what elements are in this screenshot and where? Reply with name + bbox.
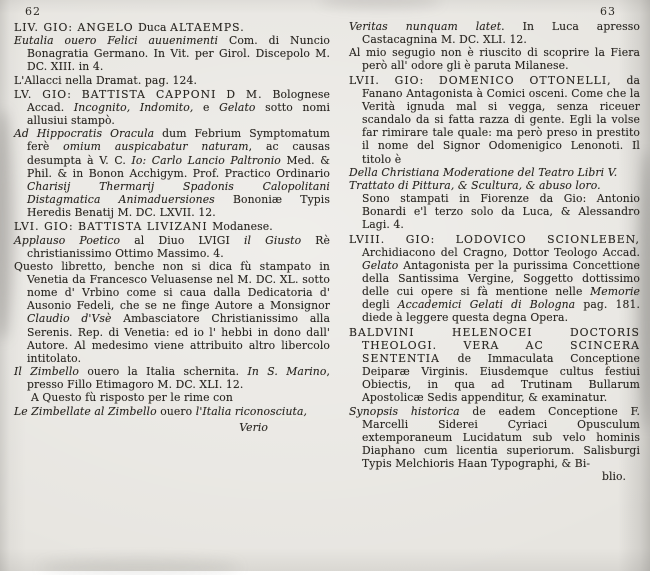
caps-text-segment: BALDVINI HELENOCEI DOCTORIS THEOLOGI. VERA AC SCINCERA SENTENTIA xyxy=(349,325,640,365)
caps-text-segment: LVIII. GIO: LODOVICO SCIONLEBEN, xyxy=(349,232,640,246)
italic-text-segment: In S. Marino xyxy=(247,365,327,379)
text-segment: pag. 181. diede à leggere questa degna Opera. xyxy=(362,298,640,325)
annotation-block xyxy=(349,192,640,231)
caps-text-segment: LVI. GIO: BATTISTA LIVIZANI xyxy=(14,220,213,234)
left-page-text xyxy=(14,21,330,434)
entry-heading-block xyxy=(14,220,330,233)
annotation-block xyxy=(14,260,330,365)
caps-text-segment: LVII. GIO: DOMENICO OTTONELLI, xyxy=(349,73,627,87)
italic-text-segment: omium auspicabatur naturam xyxy=(63,140,249,154)
text-segment: Bononiæ Typis Heredis Benatij M. DC. LXVII. 12. xyxy=(27,193,330,220)
two-column-layout xyxy=(14,5,640,483)
catchword xyxy=(349,470,640,483)
entry-heading-block xyxy=(14,21,330,34)
annotation-block xyxy=(349,20,640,46)
italic-text-segment: Trattato di Pittura, & Scultura, & abuso loro. xyxy=(349,178,601,192)
annotation-block xyxy=(349,46,640,72)
italic-text-segment: Le Zimbellate al Zimbello xyxy=(14,404,161,418)
caps-text-segment: LV. GIO: BATTISTA CAPPONI D M. xyxy=(14,87,273,101)
italic-text-segment: Applauso Poetico xyxy=(14,233,135,247)
right-page-text xyxy=(349,20,640,483)
text-segment: Al mio segugio non è riuscito di scoprire la Fiera però all' odore gli è paruta Milanese. xyxy=(349,46,640,73)
left-page-column xyxy=(14,5,330,483)
text-segment: sotto nomi allusiui stampò. xyxy=(27,100,330,128)
text-segment: ouero xyxy=(160,404,196,418)
text-segment: Archidiacono del Cragno, Dottor Teologo Accad. xyxy=(362,245,640,259)
text-segment: degli xyxy=(362,298,398,312)
text-segment: Com. di Nuncio Bonagratia Germano. In Vit. per Girol. Discepolo M. DC. XIII. in 4. xyxy=(27,34,330,74)
text-segment: ouero la Italia schernita. xyxy=(87,365,248,379)
text-segment: e xyxy=(203,100,220,114)
italic-text-segment: Il Zimbello xyxy=(14,365,88,379)
italic-text-segment: Della Christiana Moderatione del Teatro Libri V. xyxy=(349,165,618,179)
scan-artifact xyxy=(40,559,240,575)
text-segment: de eadem Conceptione F. Marcelli Siderei Cyriaci Opusculum extemporaneum Lucidatum sub velo hominis Diaphano cum licentia superiorum. Salisburgi Typis Melchioris Haan Typographi, & Bi- xyxy=(362,404,641,471)
caps-text-segment: ALTAEMPS. xyxy=(170,21,245,34)
italic-text-segment: Incognito, Indomito, xyxy=(73,100,204,114)
right-page-column xyxy=(349,5,640,483)
text-segment: da Fanano Antagonista à Comici osceni. Come che la Verità ignuda mal si vegga, senza riceuer scandalo da si fatta razza di gente. Egli la volse far rimirare tale quale: ma però preso in prestito il nome del Signor Odomenigico Lenonoti. Il titolo è xyxy=(362,73,640,166)
italic-text-segment: Charisij Thermarij Spadonis Calopolitani Distagmatica Animaduersiones xyxy=(27,179,330,207)
page-number-left: 62 xyxy=(25,5,41,18)
italic-text-segment: Eutalia ouero Felici auuenimenti xyxy=(14,34,229,48)
text-segment: Modanese. xyxy=(212,220,273,234)
italic-text-segment: l'Italia riconosciuta, xyxy=(195,404,308,418)
catchword xyxy=(14,421,330,434)
italic-text-segment: il Giusto xyxy=(243,233,316,247)
italic-text-segment: Gelato xyxy=(362,258,404,272)
entry-heading-block xyxy=(14,88,330,127)
text-segment: Rè christianissimo Ottimo Massimo. 4. xyxy=(27,233,330,260)
italic-text-segment: Memorie xyxy=(590,285,640,299)
text-segment: dum Febrium Symptomatum ferè xyxy=(27,127,330,154)
text-segment: . In Luca apresso Castacagnina M. DC. XLI. 12. xyxy=(362,20,640,47)
scan-artifact xyxy=(0,110,14,340)
annotation-block xyxy=(349,166,640,179)
italic-text-segment: Claudio d'Vsè xyxy=(27,312,124,326)
italic-text-segment: Gelato xyxy=(219,100,266,114)
text-segment: , presso Fillo Etimagoro M. DC. XLI. 12. xyxy=(27,365,330,392)
text-segment: Med. & Phil. & in Bonon Acchigym. Prof. Practico Ordinario xyxy=(27,153,331,180)
italic-text-segment: Io: Carlo Lancio Paltronio xyxy=(131,153,287,167)
text-segment: , ac causas desumpta à V. C. xyxy=(27,140,330,167)
annotation-block xyxy=(14,234,330,260)
text-segment: Bolognese Accad. xyxy=(27,87,330,114)
caps-text-segment: LIV. GIO: ANGELO xyxy=(14,21,139,34)
text-segment: Questo libretto, benche non si dica fù stampato in Venetia da Francesco Veluasense nel M. DC. XL. sotto nome d' Vrbino come si caua dalla Dedicatoria d' Ausonio Fedeli, che se ne finge Autore a Monsignor xyxy=(14,259,330,313)
annotation-block xyxy=(14,74,330,87)
annotation-block xyxy=(14,391,330,404)
annotation-block xyxy=(14,365,330,391)
italic-text-segment: Ad Hippocratis Oracula xyxy=(14,127,163,141)
text-segment: de Immaculata Conceptione Deiparæ Virginis. Eiusdemque cultus festiui Obiectis, in qua ad Trutinam Bullarum Apostolicæ Sedis appenditur, & examinatur. xyxy=(362,351,640,405)
text-segment: al Diuo LVIGI xyxy=(134,233,244,247)
italic-text-segment: Verio xyxy=(239,420,268,434)
entry-heading-block xyxy=(349,233,640,325)
italic-text-segment: Accademici Gelati di Bologna xyxy=(397,298,584,312)
text-segment: Duca xyxy=(138,21,171,34)
text-segment: A Questo fù risposto per le rime con xyxy=(31,391,233,405)
entry-heading-block xyxy=(349,326,640,405)
annotation-block xyxy=(14,127,330,219)
page-number-right: 63 xyxy=(600,5,616,18)
annotation-block xyxy=(14,405,330,418)
text-segment: Ambasciatore Christianissimo alla Serenis. Rep. di Venetia: ed io l' hebbi in dono dall' Autore. Al medesimo viene attribuito altro libercolo intitolato. xyxy=(27,312,330,365)
annotation-block xyxy=(14,34,330,73)
italic-text-segment: Veritas nunquam latet xyxy=(349,20,502,33)
text-segment: L'Allacci nella Dramat. pag. 124. xyxy=(14,73,197,87)
annotation-block xyxy=(349,179,640,192)
text-segment: Antagonista per la purissima Concettione della Santissima Vergine, Soggetto dottissimo delle cui opere si fà mentione nelle xyxy=(362,258,640,299)
italic-text-segment: Synopsis historica xyxy=(349,404,473,418)
entry-heading-block xyxy=(349,74,640,166)
annotation-block xyxy=(349,405,640,471)
text-segment: blio. xyxy=(601,470,626,484)
text-segment: Sono stampati in Fiorenze da Gio: Antonio Bonardi e'l terzo solo da Luca, & Alessandro Lagi. 4. xyxy=(362,192,640,232)
